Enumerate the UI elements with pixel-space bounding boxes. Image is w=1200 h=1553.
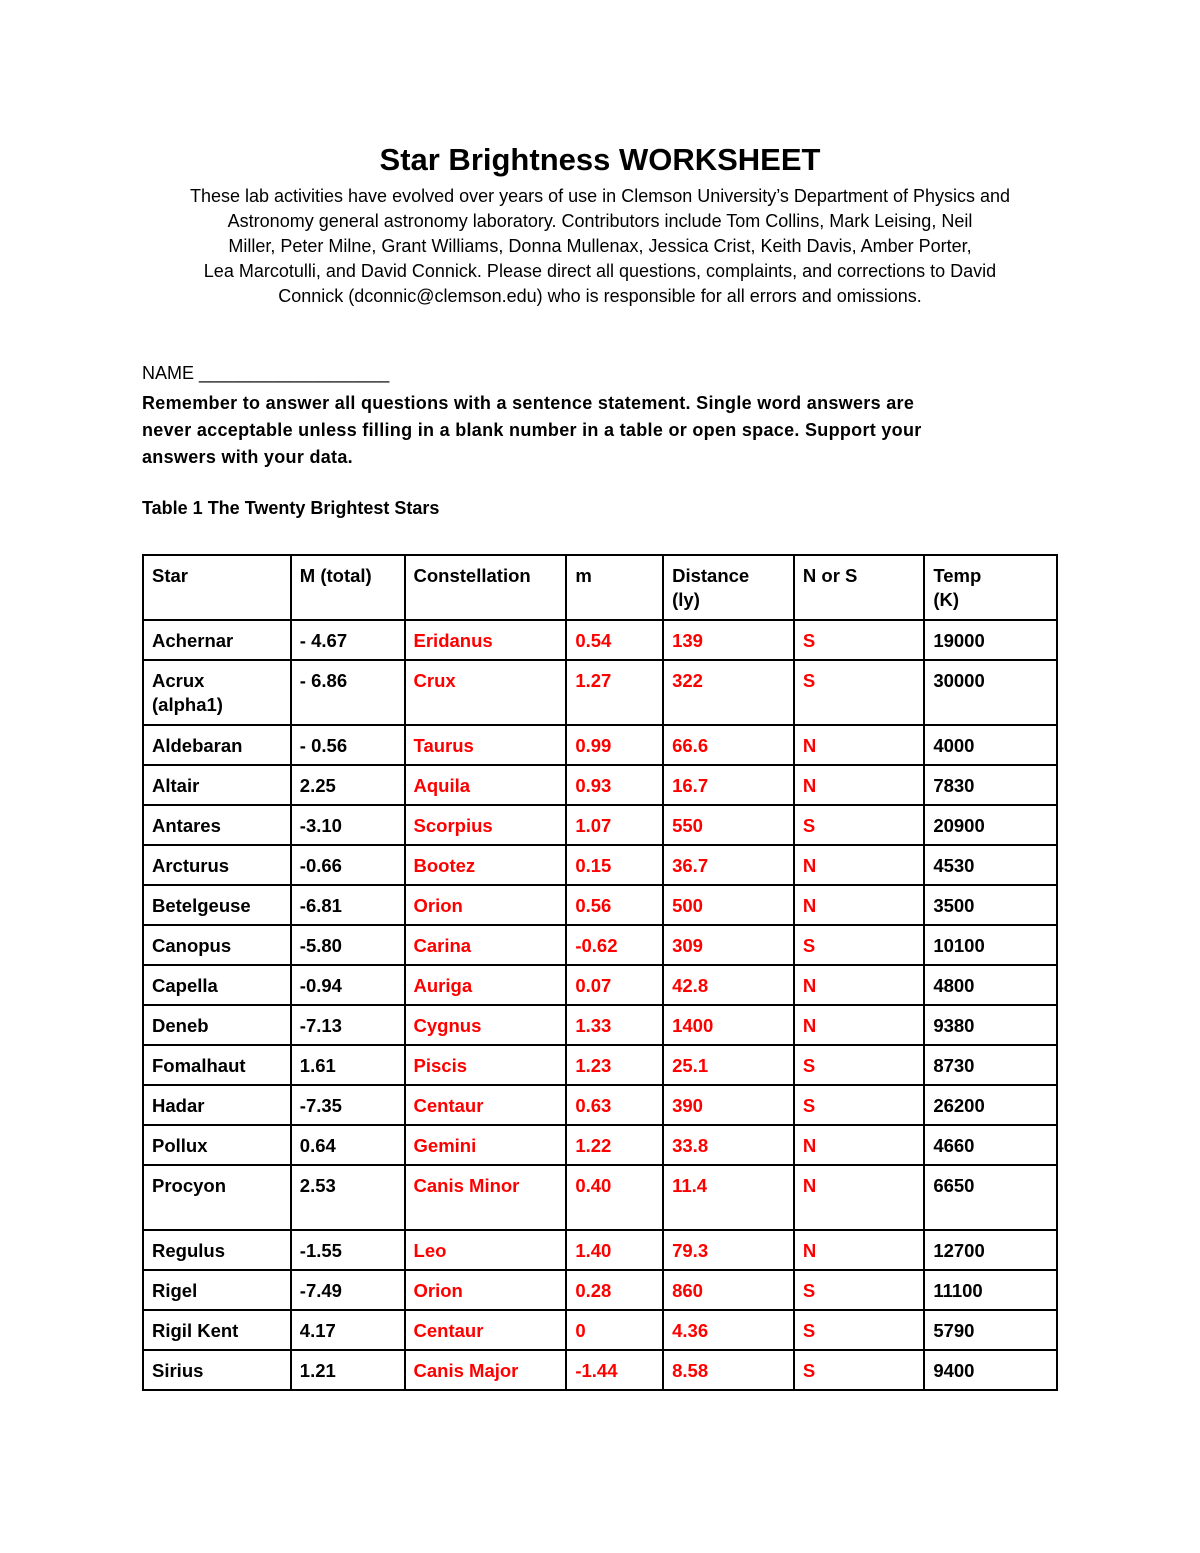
hemisphere-cell: S [794, 1270, 924, 1310]
hemisphere-cell: N [794, 845, 924, 885]
temperature-cell: 30000 [924, 660, 1057, 725]
star-name: Hadar [152, 1095, 205, 1116]
constellation-cell: Orion [405, 885, 567, 925]
table-row [143, 1230, 1057, 1270]
absolute-magnitude-cell: -3.10 [291, 805, 405, 845]
column-header-label: (K) [933, 589, 959, 610]
absolute-magnitude-cell: 1.21 [291, 1350, 405, 1390]
table-row [143, 925, 1057, 965]
hemisphere-cell: N [794, 725, 924, 765]
temperature-cell: 8730 [924, 1045, 1057, 1085]
star-name-cell [143, 660, 291, 725]
hemisphere-cell: N [794, 1165, 924, 1230]
absolute-magnitude-cell: -7.35 [291, 1085, 405, 1125]
star-name-cell [143, 1045, 291, 1085]
star-name-cell [143, 1125, 291, 1165]
absolute-magnitude-cell: -5.80 [291, 925, 405, 965]
table-row [143, 965, 1057, 1005]
apparent-magnitude-cell: 1.07 [566, 805, 663, 845]
absolute-magnitude-cell: - 6.86 [291, 660, 405, 725]
constellation-cell: Eridanus [405, 620, 567, 660]
distance-cell: 139 [663, 620, 794, 660]
star-name-cell [143, 1310, 291, 1350]
temperature-cell: 7830 [924, 765, 1057, 805]
star-name-cell [143, 1350, 291, 1390]
distance-cell: 66.6 [663, 725, 794, 765]
star-name: Betelgeuse [152, 895, 251, 916]
constellation-cell: Canis Major [405, 1350, 567, 1390]
constellation-cell: Cygnus [405, 1005, 567, 1045]
star-name-cell [143, 1270, 291, 1310]
apparent-magnitude-cell: 0.93 [566, 765, 663, 805]
table-row [143, 845, 1057, 885]
absolute-magnitude-cell: - 4.67 [291, 620, 405, 660]
constellation-cell: Scorpius [405, 805, 567, 845]
star-name: Sirius [152, 1360, 204, 1381]
distance-cell: 16.7 [663, 765, 794, 805]
star-name: Deneb [152, 1015, 209, 1036]
star-name: Procyon [152, 1175, 227, 1196]
apparent-magnitude-cell: 0.56 [566, 885, 663, 925]
apparent-magnitude-cell: 0.63 [566, 1085, 663, 1125]
table-row [143, 805, 1057, 845]
table-row [143, 1310, 1057, 1350]
star-name-cell [143, 1085, 291, 1125]
constellation-cell: Taurus [405, 725, 567, 765]
column-header [663, 555, 794, 620]
hemisphere-cell: S [794, 805, 924, 845]
intro-line: Astronomy general astronomy laboratory. Contributors include Tom Collins, Mark Leising, Neil [227, 211, 973, 231]
name-field: NAME ___________________ [142, 363, 390, 383]
table-row [143, 1270, 1057, 1310]
temperature-cell: 3500 [924, 885, 1057, 925]
column-header-label: N or S [802, 565, 858, 586]
temperature-cell: 5790 [924, 1310, 1057, 1350]
column-header-label: (ly) [672, 589, 700, 610]
constellation-cell: Crux [405, 660, 567, 725]
absolute-magnitude-cell: 4.17 [291, 1310, 405, 1350]
hemisphere-cell: N [794, 885, 924, 925]
column-header-label: Distance [672, 565, 750, 586]
constellation-cell: Centaur [405, 1085, 567, 1125]
table-header-row [143, 555, 1057, 620]
temperature-cell: 4660 [924, 1125, 1057, 1165]
constellation-cell: Aquila [405, 765, 567, 805]
temperature-cell: 20900 [924, 805, 1057, 845]
intro-line: Miller, Peter Milne, Grant Williams, Donna Mullenax, Jessica Crist, Keith Davis, Amber Porter, [228, 236, 972, 256]
column-header [291, 555, 405, 620]
star-name: Canopus [152, 935, 232, 956]
constellation-cell: Canis Minor [405, 1165, 567, 1230]
distance-cell: 11.4 [663, 1165, 794, 1230]
stars-table [142, 554, 1058, 1391]
star-name-cell [143, 805, 291, 845]
hemisphere-cell: S [794, 1045, 924, 1085]
star-name-cell [143, 620, 291, 660]
star-name-cell [143, 765, 291, 805]
constellation-cell: Bootez [405, 845, 567, 885]
constellation-cell: Piscis [405, 1045, 567, 1085]
apparent-magnitude-cell: 0.28 [566, 1270, 663, 1310]
star-name-cell [143, 925, 291, 965]
constellation-cell: Centaur [405, 1310, 567, 1350]
constellation-cell: Carina [405, 925, 567, 965]
distance-cell: 36.7 [663, 845, 794, 885]
instructions [142, 390, 1062, 471]
table-row [143, 765, 1057, 805]
temperature-cell: 4000 [924, 725, 1057, 765]
apparent-magnitude-cell: 1.33 [566, 1005, 663, 1045]
distance-cell: 4.36 [663, 1310, 794, 1350]
table-row [143, 660, 1057, 725]
star-name: Rigil Kent [152, 1320, 239, 1341]
absolute-magnitude-cell: 2.53 [291, 1165, 405, 1230]
temperature-cell: 6650 [924, 1165, 1057, 1230]
hemisphere-cell: S [794, 620, 924, 660]
star-name: (alpha1) [152, 694, 223, 715]
star-name-cell [143, 965, 291, 1005]
apparent-magnitude-cell: 1.40 [566, 1230, 663, 1270]
distance-cell: 8.58 [663, 1350, 794, 1390]
apparent-magnitude-cell: 0.40 [566, 1165, 663, 1230]
apparent-magnitude-cell: 0.54 [566, 620, 663, 660]
page-title: Star Brightness WORKSHEET [379, 142, 821, 177]
hemisphere-cell: N [794, 1005, 924, 1045]
apparent-magnitude-cell: 1.23 [566, 1045, 663, 1085]
temperature-cell: 12700 [924, 1230, 1057, 1270]
distance-cell: 33.8 [663, 1125, 794, 1165]
column-header-label: Constellation [413, 565, 531, 586]
distance-cell: 79.3 [663, 1230, 794, 1270]
temperature-cell: 19000 [924, 620, 1057, 660]
column-header-label: Star [152, 565, 188, 586]
hemisphere-cell: S [794, 925, 924, 965]
star-name: Aldebaran [152, 735, 243, 756]
constellation-cell: Auriga [405, 965, 567, 1005]
absolute-magnitude-cell: -7.13 [291, 1005, 405, 1045]
column-header-label: m [575, 565, 592, 586]
hemisphere-cell: S [794, 1310, 924, 1350]
distance-cell: 1400 [663, 1005, 794, 1045]
column-header [143, 555, 291, 620]
instruction-line: Remember to answer all questions with a sentence statement. Single word answers are [142, 393, 915, 413]
hemisphere-cell: S [794, 1085, 924, 1125]
instruction-line: never acceptable unless filling in a blank number in a table or open space. Support your [142, 420, 922, 440]
table-row [143, 1085, 1057, 1125]
table-row [143, 1125, 1057, 1165]
constellation-cell: Orion [405, 1270, 567, 1310]
table-row [143, 885, 1057, 925]
star-name: Pollux [152, 1135, 208, 1156]
distance-cell: 25.1 [663, 1045, 794, 1085]
hemisphere-cell: N [794, 1125, 924, 1165]
star-name-cell [143, 725, 291, 765]
temperature-cell: 4530 [924, 845, 1057, 885]
absolute-magnitude-cell: - 0.56 [291, 725, 405, 765]
star-name: Fomalhaut [152, 1055, 246, 1076]
star-name: Achernar [152, 630, 234, 651]
temperature-cell: 26200 [924, 1085, 1057, 1125]
table-row [143, 620, 1057, 660]
absolute-magnitude-cell: -0.66 [291, 845, 405, 885]
star-name: Altair [152, 775, 200, 796]
intro-line: Connick (dconnic@clemson.edu) who is responsible for all errors and omissions. [278, 286, 922, 306]
distance-cell: 322 [663, 660, 794, 725]
apparent-magnitude-cell: 0.99 [566, 725, 663, 765]
star-name-cell [143, 1005, 291, 1045]
absolute-magnitude-cell: -1.55 [291, 1230, 405, 1270]
star-name: Acrux [152, 670, 205, 691]
column-header [794, 555, 924, 620]
table-row [143, 1005, 1057, 1045]
star-name-cell [143, 1165, 291, 1230]
apparent-magnitude-cell: -1.44 [566, 1350, 663, 1390]
absolute-magnitude-cell: -6.81 [291, 885, 405, 925]
star-name: Regulus [152, 1240, 225, 1261]
apparent-magnitude-cell: 0.15 [566, 845, 663, 885]
star-name-cell [143, 1230, 291, 1270]
distance-cell: 860 [663, 1270, 794, 1310]
column-header [405, 555, 567, 620]
hemisphere-cell: S [794, 1350, 924, 1390]
star-name: Arcturus [152, 855, 230, 876]
temperature-cell: 9400 [924, 1350, 1057, 1390]
apparent-magnitude-cell: -0.62 [566, 925, 663, 965]
apparent-magnitude-cell: 0 [566, 1310, 663, 1350]
star-name: Antares [152, 815, 221, 836]
distance-cell: 550 [663, 805, 794, 845]
distance-cell: 309 [663, 925, 794, 965]
column-header [566, 555, 663, 620]
table-row [143, 1350, 1057, 1390]
hemisphere-cell: N [794, 965, 924, 1005]
apparent-magnitude-cell: 0.07 [566, 965, 663, 1005]
hemisphere-cell: N [794, 1230, 924, 1270]
constellation-cell: Gemini [405, 1125, 567, 1165]
temperature-cell: 4800 [924, 965, 1057, 1005]
column-header-label: M (total) [299, 565, 372, 586]
absolute-magnitude-cell: 2.25 [291, 765, 405, 805]
table-caption: Table 1 The Twenty Brightest Stars [142, 498, 440, 518]
table-row [143, 1045, 1057, 1085]
temperature-cell: 9380 [924, 1005, 1057, 1045]
temperature-cell: 11100 [924, 1270, 1057, 1310]
constellation-cell: Leo [405, 1230, 567, 1270]
table-row [143, 725, 1057, 765]
absolute-magnitude-cell: -0.94 [291, 965, 405, 1005]
star-name: Rigel [152, 1280, 198, 1301]
absolute-magnitude-cell: 0.64 [291, 1125, 405, 1165]
intro-line: Lea Marcotulli, and David Connick. Please direct all questions, complaints, and corrections to David [203, 261, 997, 281]
intro-line: These lab activities have evolved over years of use in Clemson University’s Department of Physics and [189, 186, 1011, 206]
temperature-cell: 10100 [924, 925, 1057, 965]
hemisphere-cell: S [794, 660, 924, 725]
star-name-cell [143, 845, 291, 885]
absolute-magnitude-cell: 1.61 [291, 1045, 405, 1085]
table-row [143, 1165, 1057, 1230]
distance-cell: 390 [663, 1085, 794, 1125]
apparent-magnitude-cell: 1.27 [566, 660, 663, 725]
column-header-label: Temp [933, 565, 982, 586]
distance-cell: 42.8 [663, 965, 794, 1005]
instruction-line: answers with your data. [142, 447, 353, 467]
column-header [924, 555, 1057, 620]
table-body [143, 620, 1057, 1390]
star-name-cell [143, 885, 291, 925]
hemisphere-cell: N [794, 765, 924, 805]
apparent-magnitude-cell: 1.22 [566, 1125, 663, 1165]
star-name: Capella [152, 975, 218, 996]
absolute-magnitude-cell: -7.49 [291, 1270, 405, 1310]
distance-cell: 500 [663, 885, 794, 925]
intro-paragraph [140, 184, 1060, 309]
